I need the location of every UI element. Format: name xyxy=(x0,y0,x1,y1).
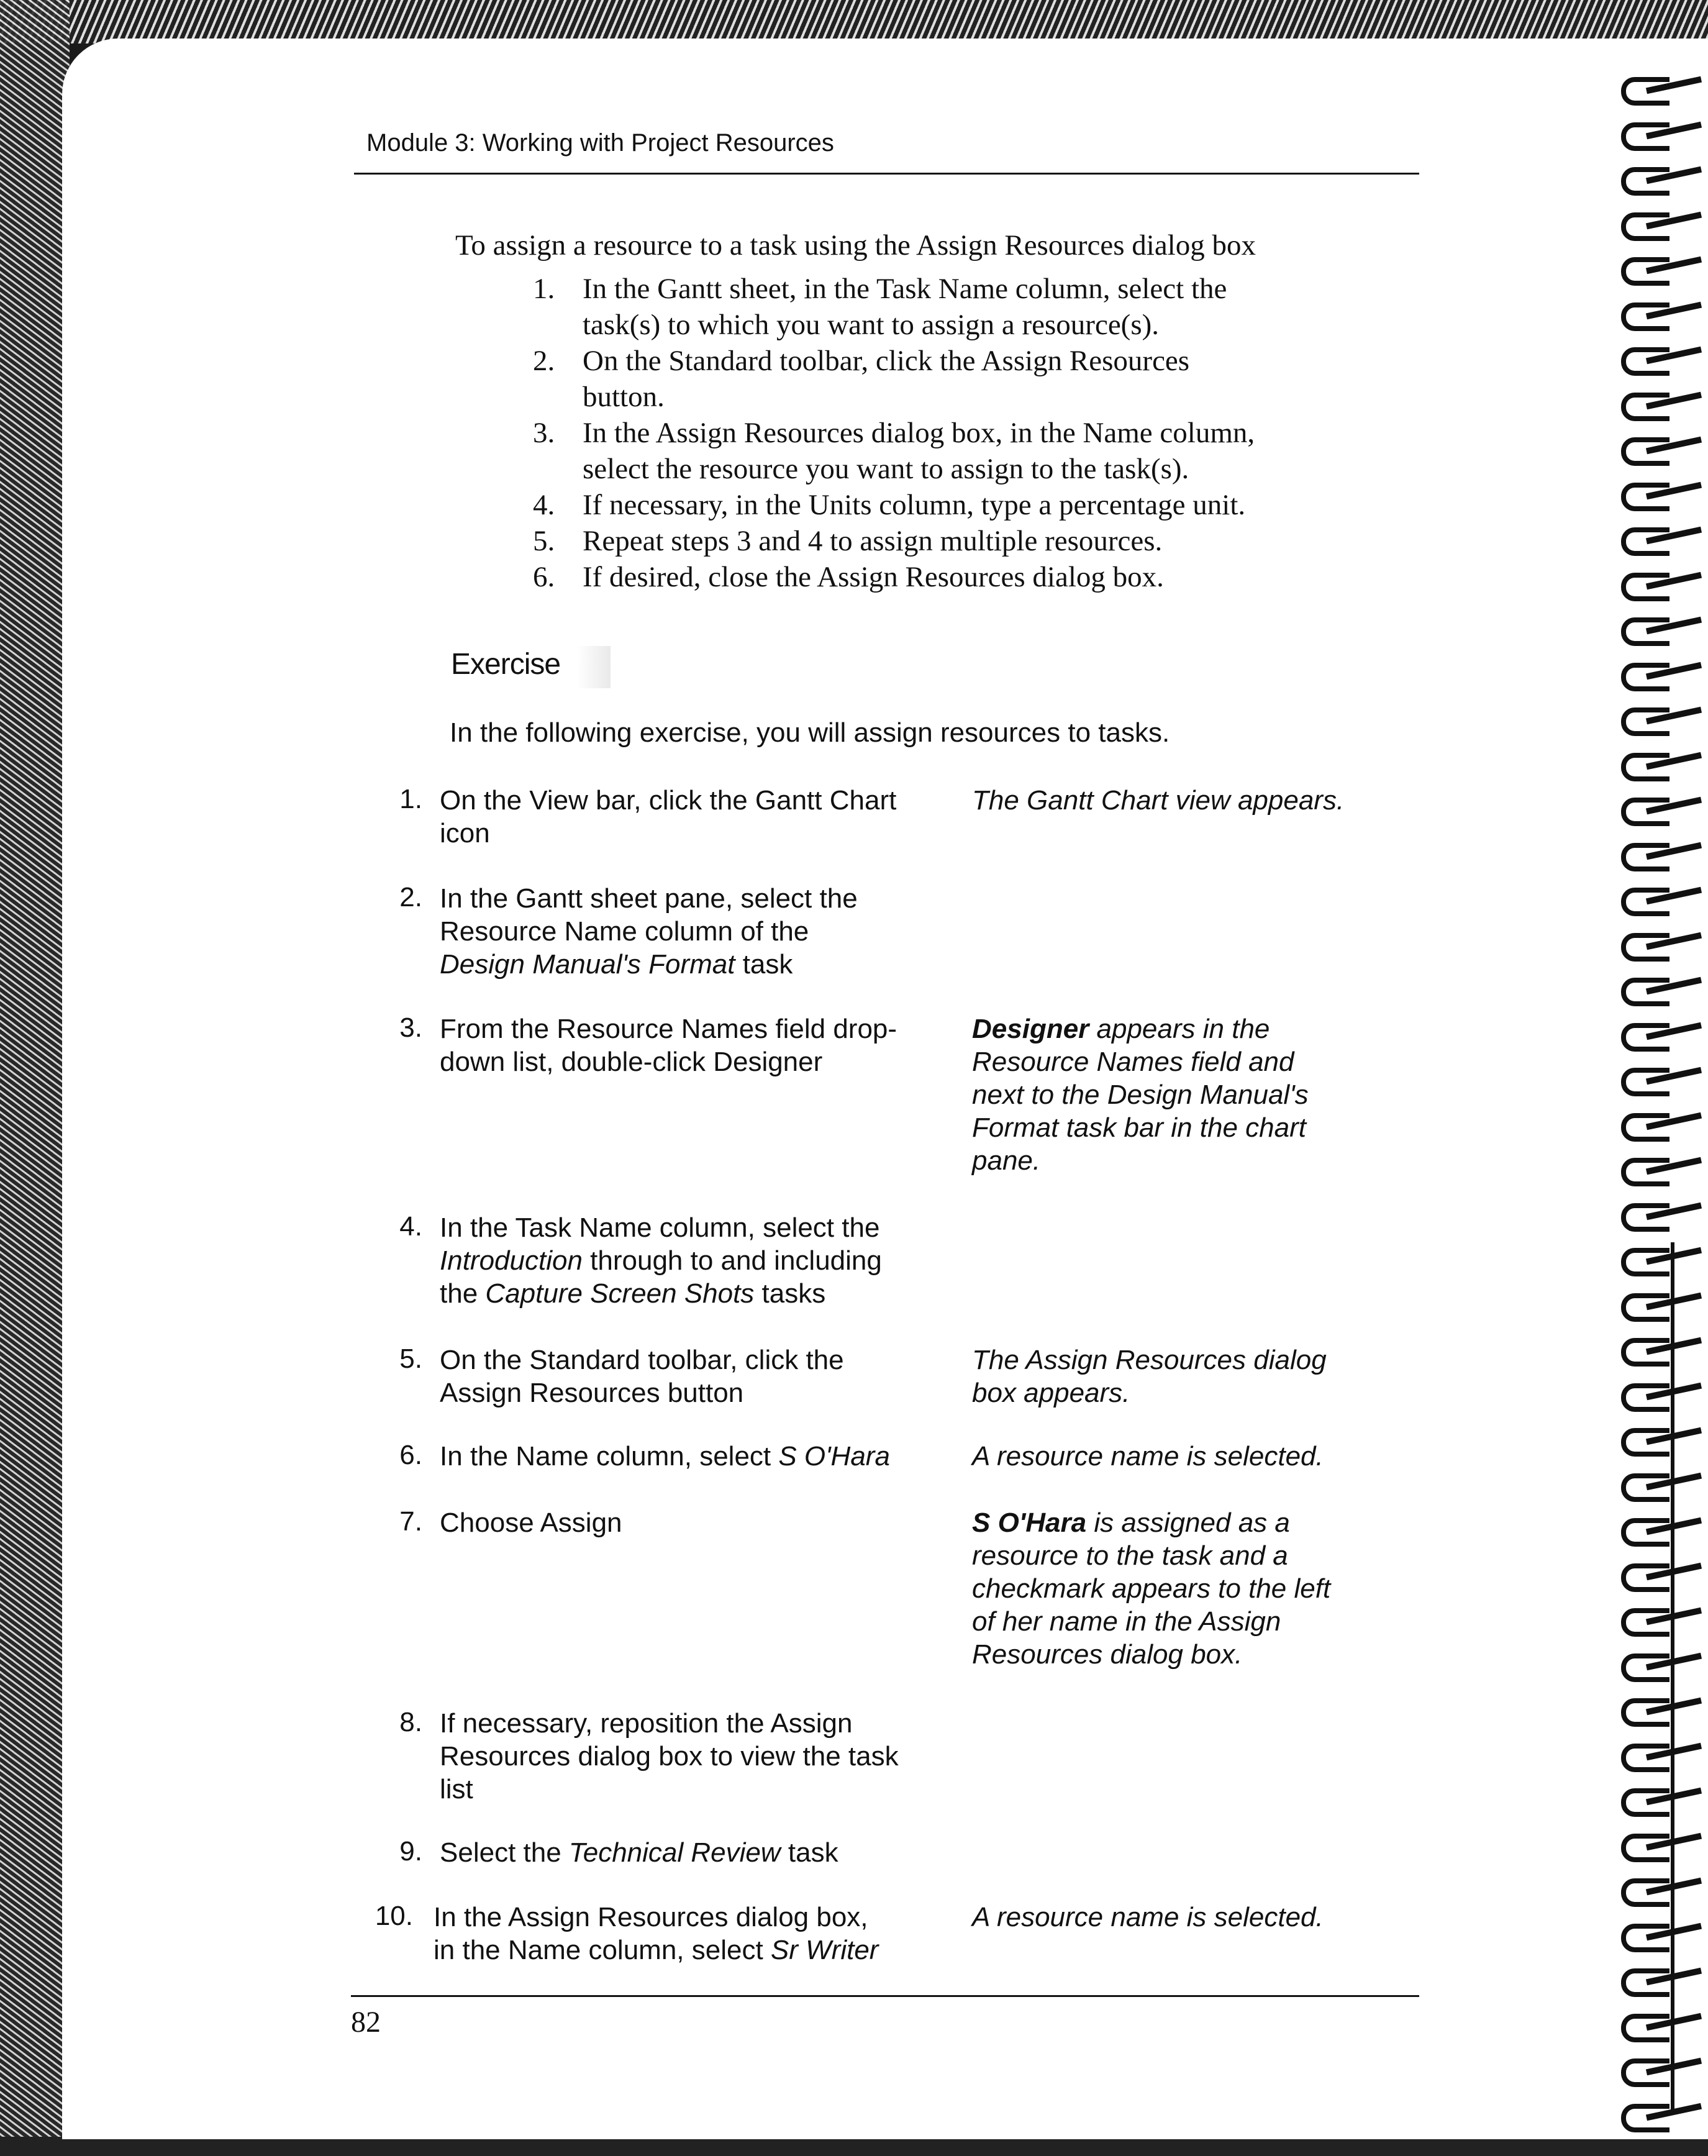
instruction-line: Design Manual's Format task xyxy=(440,949,793,980)
instruction-line: In the Assign Resources dialog box, xyxy=(434,1902,868,1932)
exercise-step-result xyxy=(972,1901,1407,1934)
procedure-step: 2. On the Standard toolbar, click the Assign Resources button. xyxy=(533,345,1190,413)
result-line: resource to the task and a xyxy=(972,1540,1288,1571)
result-line: Resource Names field and xyxy=(972,1047,1294,1077)
binding-ring xyxy=(1621,1741,1696,1767)
exercise-step-result xyxy=(972,1506,1407,1671)
binding-ring xyxy=(1621,1381,1696,1407)
instruction-line: Resource Name column of the xyxy=(440,916,809,947)
binding-ring xyxy=(1621,1335,1696,1362)
binding-ring xyxy=(1621,2101,1696,2127)
exercise-step-number: 9. xyxy=(399,1836,422,1867)
exercise-step-instruction xyxy=(434,1901,943,1967)
instruction-line: From the Resource Names field drop- xyxy=(440,1014,897,1044)
exercise-step-instruction xyxy=(440,882,949,981)
exercise-step-instruction xyxy=(440,1440,949,1473)
exercise-step-number: 4. xyxy=(399,1211,422,1242)
running-header: Module 3: Working with Project Resources xyxy=(366,129,834,157)
binding-ring xyxy=(1621,1021,1696,1047)
binding-ring xyxy=(1621,615,1696,641)
binding-ring xyxy=(1621,930,1696,957)
instruction-line: Choose Assign xyxy=(440,1508,622,1538)
procedure-step: 3. In the Assign Resources dialog box, in the Name column, select the resource you want to assign to the task(s). xyxy=(533,417,1255,485)
instruction-line: Resources dialog box to view the task xyxy=(440,1741,899,1772)
procedure-step: 1. In the Gantt sheet, in the Task Name column, select the task(s) to which you want to assign a resource(s). xyxy=(533,273,1227,341)
exercise-step-instruction xyxy=(440,1211,949,1310)
scan-edge-left xyxy=(0,0,70,2156)
binding-ring xyxy=(1621,750,1696,776)
scan-edge-top xyxy=(0,0,1708,43)
exercise-lead: In the following exercise, you will assign resources to tasks. xyxy=(450,717,1170,748)
binding-ring xyxy=(1621,480,1696,506)
exercise-step-number: 6. xyxy=(399,1440,422,1470)
binding-ring xyxy=(1621,1155,1696,1181)
procedure-step: 5. Repeat steps 3 and 4 to assign multiple resources. xyxy=(533,525,1163,557)
instruction-line: down list, double-click Designer xyxy=(440,1047,823,1077)
binding-ring xyxy=(1621,660,1696,686)
exercise-step-number: 10. xyxy=(375,1901,413,1931)
binding-ring xyxy=(1621,1561,1696,1587)
instruction-line: On the View bar, click the Gantt Chart xyxy=(440,785,897,816)
instruction-line: On the Standard toolbar, click the xyxy=(440,1345,844,1375)
binding-ring xyxy=(1621,435,1696,461)
exercise-step-instruction xyxy=(440,784,949,850)
binding-ring xyxy=(1621,1921,1696,1947)
result-line: S O'Hara is assigned as a xyxy=(972,1508,1290,1538)
exercise-step-number: 5. xyxy=(399,1344,422,1374)
binding-ring xyxy=(1621,975,1696,1001)
binding-ring xyxy=(1621,1245,1696,1271)
binding-ring xyxy=(1621,75,1696,101)
spiral-binding xyxy=(1609,62,1708,2137)
result-line: A resource name is selected. xyxy=(972,1902,1324,1932)
result-line: of her name in the Assign xyxy=(972,1606,1281,1637)
binding-ring xyxy=(1621,210,1696,236)
footer-rule xyxy=(351,1995,1419,1997)
exercise-step-instruction xyxy=(440,1836,949,1869)
result-line: checkmark appears to the left xyxy=(972,1573,1331,1604)
instruction-line: Introduction through to and including xyxy=(440,1245,882,1276)
exercise-step-result xyxy=(972,1012,1407,1177)
binding-ring xyxy=(1621,1111,1696,1137)
binding-ring xyxy=(1621,1876,1696,1902)
binding-ring xyxy=(1621,165,1696,191)
binding-ring xyxy=(1621,1651,1696,1677)
binding-ring xyxy=(1621,525,1696,551)
exercise-step-number: 8. xyxy=(399,1707,422,1737)
binding-ring xyxy=(1621,840,1696,866)
procedure-step: 4. If necessary, in the Units column, type a percentage unit. xyxy=(533,489,1246,521)
binding-ring xyxy=(1621,1966,1696,1992)
binding-ring xyxy=(1621,1831,1696,1857)
binding-spine xyxy=(1671,1242,1674,2112)
binding-ring xyxy=(1621,1606,1696,1632)
result-line: next to the Design Manual's xyxy=(972,1080,1309,1110)
binding-ring xyxy=(1621,1696,1696,1722)
result-line: Designer appears in the xyxy=(972,1014,1270,1044)
binding-ring xyxy=(1621,2056,1696,2082)
exercise-step-result xyxy=(972,1440,1407,1473)
binding-ring xyxy=(1621,705,1696,731)
instruction-line: the Capture Screen Shots tasks xyxy=(440,1278,826,1309)
instruction-line: In the Task Name column, select the xyxy=(440,1212,880,1243)
result-line: Resources dialog box. xyxy=(972,1639,1243,1670)
exercise-step-result xyxy=(972,784,1407,817)
binding-ring xyxy=(1621,345,1696,371)
exercise-step-instruction xyxy=(440,1707,949,1806)
page-number: 82 xyxy=(351,2006,381,2039)
header-rule xyxy=(354,173,1419,175)
exercise-heading: Exercise xyxy=(451,648,561,681)
exercise-step-number: 3. xyxy=(399,1012,422,1043)
binding-ring xyxy=(1621,1291,1696,1317)
result-line: box appears. xyxy=(972,1378,1130,1408)
binding-ring xyxy=(1621,1471,1696,1497)
binding-ring xyxy=(1621,2011,1696,2037)
procedure-steps xyxy=(520,271,1378,595)
binding-ring xyxy=(1621,570,1696,596)
result-line: pane. xyxy=(972,1145,1041,1176)
instruction-line: icon xyxy=(440,818,490,848)
binding-ring xyxy=(1621,1516,1696,1542)
binding-ring xyxy=(1621,1065,1696,1091)
exercise-step-number: 7. xyxy=(399,1506,422,1537)
instruction-line: Assign Resources button xyxy=(440,1378,744,1408)
procedure-intro: To assign a resource to a task using the Assign Resources dialog box xyxy=(455,229,1256,262)
binding-ring xyxy=(1621,120,1696,146)
exercise-step-instruction xyxy=(440,1506,949,1539)
binding-ring xyxy=(1621,1201,1696,1227)
result-line: The Gantt Chart view appears. xyxy=(972,785,1345,816)
binding-ring xyxy=(1621,1786,1696,1812)
exercise-step-instruction xyxy=(440,1344,949,1409)
binding-ring xyxy=(1621,885,1696,911)
result-line: Format task bar in the chart xyxy=(972,1112,1306,1143)
binding-ring xyxy=(1621,795,1696,821)
instruction-line: In the Gantt sheet pane, select the xyxy=(440,883,858,914)
exercise-step-number: 1. xyxy=(399,784,422,814)
instruction-line: In the Name column, select S O'Hara xyxy=(440,1441,890,1471)
result-line: The Assign Resources dialog xyxy=(972,1345,1327,1375)
result-line: A resource name is selected. xyxy=(972,1441,1324,1471)
exercise-step-number: 2. xyxy=(399,882,422,912)
instruction-line: list xyxy=(440,1774,473,1804)
exercise-step-instruction xyxy=(440,1012,949,1078)
binding-ring xyxy=(1621,300,1696,326)
binding-ring xyxy=(1621,255,1696,281)
exercise-step-result xyxy=(972,1344,1407,1409)
procedure-step: 6. If desired, close the Assign Resources dialog box. xyxy=(533,561,1164,593)
scan-edge-bottom xyxy=(0,2137,1708,2156)
binding-ring xyxy=(1621,1426,1696,1452)
instruction-line: Select the Technical Review task xyxy=(440,1837,838,1868)
instruction-line: If necessary, reposition the Assign xyxy=(440,1708,853,1739)
binding-ring xyxy=(1621,390,1696,416)
instruction-line: in the Name column, select Sr Writer xyxy=(434,1935,879,1965)
